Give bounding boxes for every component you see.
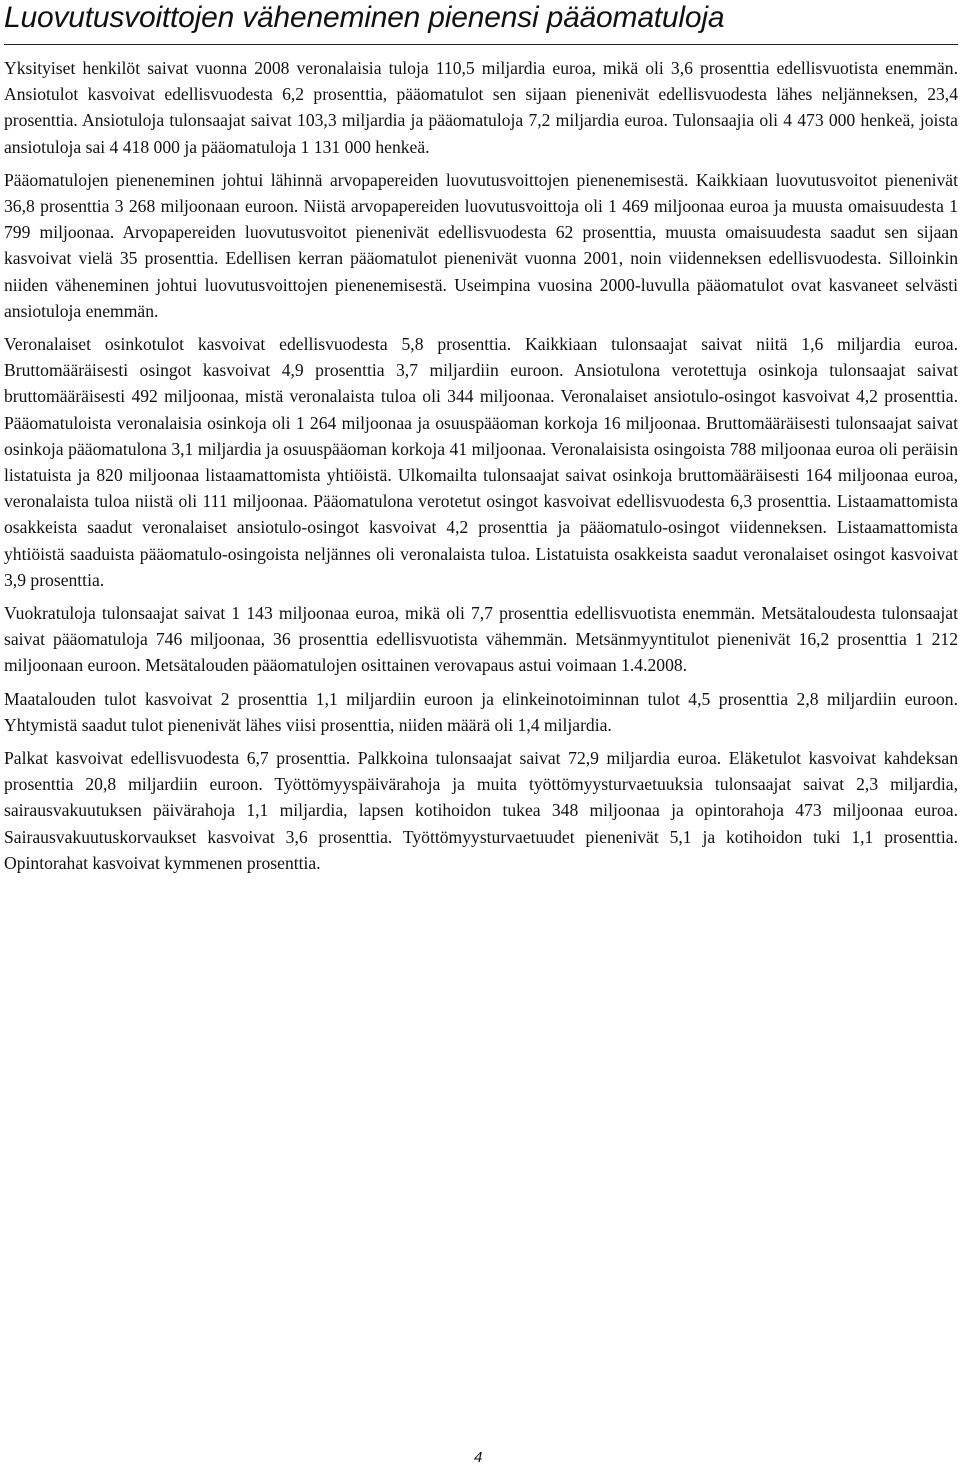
document-page [4, 0, 958, 883]
paragraph-agriculture-business: Maatalouden tulot kasvoivat 2 prosenttia 1,1 miljardiin euroon ja elinkeinotoiminnan tulot 4,5 prosenttia 2,8 miljardiin euroon. Yhtymistä saadut tulot pienenivät lähes viisi prosenttia, niiden määrä oli 1,4 miljardia. [4, 688, 958, 735]
paragraph-rental-forestry: Vuokratuloja tulonsaajat saivat 1 143 miljoonaa euroa, mikä oli 7,7 prosenttia edellisvuotista enemmän. Metsätaloudesta tulonsaajat saivat pääomatuloja 746 miljoonaa, 36 prosenttia edellisvuotista vähemmän. Metsänmyyntitulot pienenivät 16,2 prosenttia 1 212 miljoonaan euroon. Metsätalouden pääomatulojen osittainen verovapaus astui voimaan 1.4.2008. [4, 603, 958, 676]
paragraph-wages-benefits: Palkat kasvoivat edellisvuodesta 6,7 prosenttia. Palkkoina tulonsaajat saivat 72,9 miljardia euroa. Eläketulot kasvoivat kahdeksan prosenttia 20,8 miljardiin euroon. Työttömyyspäivärahoja ja muita työttömyysturvaetuuksia tulonsaajat saivat 2,3 miljardia, sairausvakuutuksen päivärahoja 1,1 miljardia, lapsen kotihoidon tukea 348 miljoonaa ja opintorahoja 473 miljoonaa euroa. Sairausvakuutuskorvaukset kasvoivat 3,6 prosenttia. Työttömyysturvaetuudet pienenivät 5,1 ja kotihoidon tuki 1,1 prosenttia. Opintorahat kasvoivat kymmenen prosenttia. [4, 748, 958, 873]
paragraph-capital-gains: Pääomatulojen pieneneminen johtui lähinnä arvopapereiden luovutusvoittojen pienenemisestä. Kaikkiaan luovutusvoitot pienenivät 36,8 prosenttia 3 268 miljoonaan euroon. Niistä arvopapereiden luovutusvoittoja oli 1 469 miljoonaa euroa ja muusta omaisuudesta 1 799 miljoonaa. Arvopapereiden luovutusvoitot pienenivät edellisvuodesta 62 prosenttia, muusta omaisuudesta saadut sen sijaan kasvoivat vielä 35 prosenttia. Edellisen kerran pääomatulot pienenivät vuonna 2001, noin viidenneksen edellisvuodesta. Silloinkin niiden väheneminen johtui luovutusvoittojen pienenemisestä. Useimpina vuosina 2000-luvulla pääomatulot ovat kasvaneet selvästi ansiotuloja enemmän. [4, 169, 958, 321]
paragraph-dividends: Veronalaiset osinkotulot kasvoivat edellisvuodesta 5,8 prosenttia. Kaikkiaan tulonsaajat saivat niitä 1,6 miljardia euroa. Bruttomääräisesti osingot kasvoivat 4,9 prosenttia 3,7 miljardiin euroon. Ansiotulona verotettuja osinkoja tulonsaajat saivat bruttomääräisesti 492 miljoonaa, mistä veronalaista tuloa oli 344 miljoonaa. Veronalaiset ansiotulo-osingot kasvoivat 4,2 prosenttia. Pääomatuloista veronalaisia osinkoja oli 1 264 miljoonaa ja osuuspääoman korkoja 16 miljoonaa. Bruttomääräisesti tulonsaajat saivat osinkoja pääomatulona 3,1 miljardia ja osuuspääoman korkoja 41 miljoonaa. Veronalaisista osingoista 788 miljoonaa euroa oli peräisin listatuista ja 820 miljoonaa listaamattomista yhtiöistä. Ulkomailta tulonsaajat saivat osinkoja bruttomääräisesti 164 miljoonaa euroa, veronalaista tuloa niistä oli 111 miljoonaa. Pääomatulona verotetut osingot kasvoivat edellisvuodesta 6,3 prosenttia. Listaamattomista osakkeista saadut veronalaiset ansiotulo-osingot kasvoivat 4,2 prosenttia ja pääomatulo-osingot viidenneksen. Listaamattomista yhtiöistä saaduista pääomatulo-osingoista neljännes oli veronalaista tuloa. Listatuista osakkeista saadut veronalaiset osingot kasvoivat 3,9 prosenttia. [4, 334, 958, 590]
title-divider [4, 44, 958, 45]
paragraph-income-overview: Yksityiset henkilöt saivat vuonna 2008 veronalaisia tuloja 110,5 miljardia euroa, mikä oli 3,6 prosenttia edellisvuotista enemmän. Ansiotulot kasvoivat edellisvuodesta 6,2 prosenttia, pääomatulot sen sijaan pienenivät edellisvuodesta lähes neljänneksen, 23,4 prosenttia. Ansiotuloja tulonsaajat saivat 103,3 miljardia ja pääomatuloja 7,2 miljardia euroa. Tulonsaajia oli 4 473 000 henkeä, joista ansiotuloja sai 4 418 000 ja pääomatuloja 1 131 000 henkeä. [4, 58, 958, 157]
page-number: 4 [474, 1449, 483, 1466]
page-title: Luovutusvoittojen väheneminen pienensi pääomatuloja [4, 1, 725, 34]
